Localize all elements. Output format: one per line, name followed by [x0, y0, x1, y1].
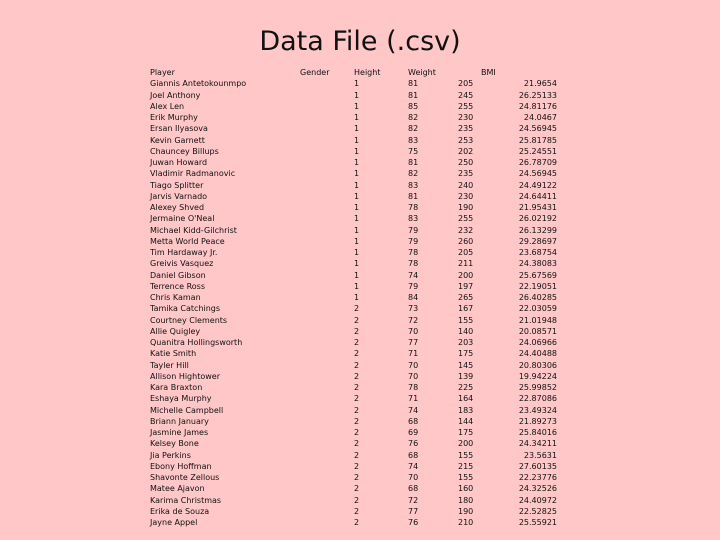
gender-cell: 1: [354, 124, 360, 134]
bmi-cell: 25.55921: [518, 518, 557, 527]
weight-cell: 230: [458, 191, 474, 201]
weight-cell: 232: [458, 225, 474, 235]
weight-cell: 205: [458, 248, 474, 257]
bmi-cell: 24.38083: [518, 259, 557, 269]
gender-cell: 2: [354, 383, 360, 392]
page-title: Data File (.csv): [259, 26, 461, 57]
gender-header: Gender: [300, 68, 330, 77]
bmi-cell: 24.56945: [518, 124, 557, 134]
height-cell: 78: [408, 248, 419, 257]
bmi-cell: 29.28697: [518, 236, 557, 246]
gender-cell: 1: [354, 113, 360, 122]
bmi-cell: 27.60135: [518, 461, 557, 471]
bmi-cell: 22.19051: [518, 281, 557, 291]
height-cell: 82: [408, 169, 419, 179]
gender-cell: 2: [354, 338, 360, 347]
player-cell: Chris Kaman: [150, 293, 201, 302]
weight-cell: 140: [458, 326, 474, 336]
player-column: [150, 67, 246, 528]
bmi-cell: 26.02192: [518, 214, 557, 224]
weight-cell: 265: [458, 293, 474, 302]
bmi-header-column: [481, 67, 496, 78]
gender-cell: 2: [354, 304, 360, 314]
gender-cell: 2: [354, 428, 360, 437]
height-cell: 83: [408, 180, 419, 190]
bmi-cell: 22.03059: [518, 304, 557, 314]
bmi-cell: 19.94224: [518, 371, 557, 381]
bmi-cell: 21.89273: [518, 416, 557, 426]
height-column: [354, 67, 380, 528]
weight-column: [408, 67, 436, 528]
gender-column: [300, 67, 329, 78]
bmi-cell: 22.23776: [518, 473, 557, 482]
height-cell: 83: [408, 214, 419, 224]
bmi-cell: 25.84016: [518, 428, 557, 437]
gender-cell: 2: [354, 315, 360, 325]
bmi-cell: 25.81785: [518, 135, 557, 145]
gender-cell: 2: [354, 461, 360, 471]
height-cell: 68: [408, 416, 419, 426]
bmi-cell: 26.78709: [518, 158, 557, 167]
height-cell: 75: [408, 146, 419, 156]
weight-cell: 245: [458, 90, 474, 100]
player-cell: Joel Anthony: [150, 90, 201, 100]
weight-cell: 155: [458, 473, 474, 482]
player-cell: Kevin Garnett: [150, 135, 205, 145]
player-cell: Jermaine O'Neal: [150, 214, 215, 224]
weight-cell: 202: [458, 146, 474, 156]
weight-cell: 215: [458, 461, 474, 471]
height-cell: 82: [408, 113, 419, 122]
gender-cell: 2: [354, 360, 360, 370]
weight-cell: 167: [458, 304, 474, 314]
bmi-cell: 24.32526: [518, 484, 557, 494]
bmi-cell: 21.01948: [518, 315, 557, 325]
weight-cell: 164: [458, 394, 474, 404]
player-cell: Jia Perkins: [150, 450, 191, 460]
weight-cell: 255: [458, 214, 474, 224]
player-cell: Daniel Gibson: [150, 270, 206, 280]
weight-cell: 190: [458, 506, 474, 516]
player-cell: Ersan Ilyasova: [150, 124, 208, 134]
gender-cell: 2: [354, 506, 360, 516]
bmi-cell: 22.87086: [518, 394, 557, 404]
player-cell: Courtney Clements: [150, 315, 228, 325]
bmi-cell: 23.68754: [518, 248, 557, 257]
gender-cell: 1: [354, 248, 360, 257]
bmi-cell: 24.0467: [523, 113, 557, 122]
gender-cell: 2: [354, 518, 360, 527]
height-cell: 85: [408, 101, 419, 111]
gender-cell: 2: [354, 405, 360, 415]
bmi-cell: 20.08571: [518, 326, 557, 336]
bmi-cell: 23.49324: [518, 405, 557, 415]
gender-cell: 1: [354, 236, 360, 246]
gender-cell: 1: [354, 180, 360, 190]
height-cell: 79: [408, 236, 419, 246]
weight-cell: 211: [458, 259, 474, 269]
height-header: Height: [354, 68, 381, 77]
weight-cell: 200: [458, 439, 474, 449]
player-cell: Jarvis Varnado: [150, 191, 208, 201]
height-cell: 70: [408, 326, 419, 336]
gender-cell: 1: [354, 259, 360, 269]
gender-cell: 2: [354, 394, 360, 404]
gender-cell: 1: [354, 90, 360, 100]
bmi-cell: 25.99852: [518, 383, 557, 392]
height-cell: 81: [408, 191, 419, 201]
weight-cell: 235: [458, 124, 474, 134]
gender-cell: 2: [354, 371, 360, 381]
gender-cell: 2: [354, 495, 360, 505]
height-cell: 70: [408, 360, 419, 370]
player-cell: Tiago Splitter: [150, 180, 204, 190]
height-cell: 72: [408, 495, 419, 505]
player-cell: Michael Kidd-Gilchrist: [150, 225, 237, 235]
gender-cell: 1: [354, 169, 360, 179]
height-cell: 68: [408, 450, 419, 460]
weight-cell: 260: [458, 236, 474, 246]
height-cell: 83: [408, 135, 419, 145]
gender-cell: 2: [354, 473, 360, 482]
gender-cell: 1: [354, 225, 360, 235]
height-cell: 81: [408, 158, 419, 167]
height-cell: 77: [408, 338, 419, 347]
gender-cell: 1: [354, 79, 360, 89]
bmi-cell: 24.06966: [518, 338, 557, 347]
gender-cell: 2: [354, 349, 360, 359]
bmi-cell: 24.81176: [518, 101, 557, 111]
player-cell: Greivis Vasquez: [150, 259, 214, 269]
player-header: Player: [150, 68, 175, 77]
player-cell: Karima Christmas: [150, 495, 222, 505]
weight-cell: 155: [458, 450, 474, 460]
height-cell: 72: [408, 315, 419, 325]
weight-cell: 190: [458, 203, 474, 212]
bmi-cell: 24.64411: [518, 191, 557, 201]
weight-cell: 175: [458, 349, 474, 359]
height-cell: 68: [408, 484, 419, 494]
height-cell: 73: [408, 304, 419, 314]
gender-cell: 2: [354, 326, 360, 336]
gender-cell: 1: [354, 135, 360, 145]
bmi-cell: 26.13299: [518, 225, 557, 235]
weight-cell: 145: [458, 360, 474, 370]
gender-cell: 2: [354, 416, 360, 426]
height-cell: 79: [408, 281, 419, 291]
player-cell: Eshaya Murphy: [150, 394, 212, 404]
player-cell: Giannis Antetokounmpo: [150, 79, 247, 89]
bmi-cell: 26.40285: [518, 293, 557, 302]
player-cell: Allie Quigley: [150, 326, 201, 336]
gender-cell: 1: [354, 191, 360, 201]
bmi-cell: 24.40488: [518, 349, 557, 359]
bmi-cell: 23.5631: [523, 450, 557, 460]
weight-cell: 197: [458, 281, 474, 291]
weight-cell: 155: [458, 315, 474, 325]
gender-cell: 1: [354, 158, 360, 167]
weight-cell: 250: [458, 158, 474, 167]
player-cell: Katie Smith: [150, 349, 197, 359]
weight-values-column: [458, 67, 473, 528]
gender-cell: 1: [354, 146, 360, 156]
weight-cell: 144: [458, 416, 474, 426]
weight-cell: 255: [458, 101, 474, 111]
weight-cell: 205: [458, 79, 474, 89]
player-cell: Allison Hightower: [150, 371, 220, 381]
bmi-cell: 24.49122: [518, 180, 557, 190]
height-cell: 78: [408, 383, 419, 392]
player-cell: Terrence Ross: [150, 281, 205, 291]
player-cell: Juwan Howard: [150, 158, 208, 167]
height-cell: 84: [408, 293, 419, 302]
player-cell: Erika de Souza: [150, 506, 210, 516]
gender-cell: 1: [354, 281, 360, 291]
height-cell: 74: [408, 461, 419, 471]
weight-cell: 230: [458, 113, 474, 122]
bmi-cell: 21.9654: [523, 79, 557, 89]
bmi-cell: 24.56945: [518, 169, 557, 179]
player-cell: Jayne Appel: [150, 518, 198, 527]
player-cell: Kara Braxton: [150, 383, 203, 392]
bmi-cell: 25.24551: [518, 146, 557, 156]
player-cell: Erik Murphy: [150, 113, 198, 122]
player-cell: Jasmine James: [150, 428, 209, 437]
height-cell: 81: [408, 90, 419, 100]
weight-cell: 160: [458, 484, 474, 494]
gender-cell: 1: [354, 101, 360, 111]
gender-cell: 1: [354, 203, 360, 212]
player-cell: Shavonte Zellous: [150, 473, 220, 482]
gender-cell: 2: [354, 450, 360, 460]
height-cell: 79: [408, 225, 419, 235]
weight-cell: 203: [458, 338, 474, 347]
bmi-values-column: [500, 67, 557, 528]
bmi-cell: 20.80306: [518, 360, 557, 370]
player-cell: Quanitra Hollingsworth: [150, 338, 243, 347]
height-cell: 76: [408, 439, 419, 449]
height-cell: 82: [408, 124, 419, 134]
weight-cell: 225: [458, 383, 474, 392]
weight-cell: 200: [458, 270, 474, 280]
gender-cell: 1: [354, 293, 360, 302]
height-cell: 71: [408, 394, 419, 404]
gender-cell: 2: [354, 439, 360, 449]
bmi-cell: 22.52825: [518, 506, 557, 516]
player-cell: Alexey Shved: [150, 203, 205, 212]
gender-cell: 1: [354, 214, 360, 224]
player-cell: Alex Len: [150, 101, 185, 111]
bmi-header: BMI: [481, 68, 496, 77]
player-cell: Chauncey Billups: [150, 146, 219, 156]
height-cell: 77: [408, 506, 419, 516]
height-cell: 70: [408, 371, 419, 381]
height-cell: 71: [408, 349, 419, 359]
weight-cell: 180: [458, 495, 474, 505]
bmi-cell: 25.67569: [518, 270, 557, 280]
bmi-cell: 24.40972: [518, 495, 557, 505]
bmi-cell: 26.25133: [518, 90, 557, 100]
height-cell: 76: [408, 518, 419, 527]
weight-cell: 253: [458, 135, 474, 145]
player-cell: Kelsey Bone: [150, 439, 199, 449]
player-cell: Briann January: [150, 416, 209, 426]
player-cell: Vladimir Radmanovic: [150, 169, 236, 179]
bmi-cell: 21.95431: [518, 203, 557, 212]
height-cell: 78: [408, 203, 419, 212]
weight-cell: 183: [458, 405, 474, 415]
height-cell: 69: [408, 428, 419, 437]
weight-cell: 240: [458, 180, 474, 190]
player-cell: Tamika Catchings: [150, 304, 221, 314]
height-cell: 70: [408, 473, 419, 482]
height-cell: 74: [408, 405, 419, 415]
weight-cell: 175: [458, 428, 474, 437]
player-cell: Michelle Campbell: [150, 405, 224, 415]
player-cell: Tayler Hill: [150, 360, 189, 370]
gender-cell: 1: [354, 270, 360, 280]
weight-cell: 139: [458, 371, 474, 381]
player-cell: Tim Hardaway Jr.: [150, 248, 218, 257]
height-cell: 74: [408, 270, 419, 280]
gender-cell: 2: [354, 484, 360, 494]
weight-cell: 235: [458, 169, 474, 179]
player-cell: Matee Ajavon: [150, 484, 205, 494]
bmi-cell: 24.34211: [518, 439, 557, 449]
weight-header: Weight: [408, 68, 436, 77]
player-cell: Metta World Peace: [150, 236, 225, 246]
height-cell: 78: [408, 259, 419, 269]
player-cell: Ebony Hoffman: [150, 461, 212, 471]
height-cell: 81: [408, 79, 419, 89]
weight-cell: 210: [458, 518, 474, 527]
